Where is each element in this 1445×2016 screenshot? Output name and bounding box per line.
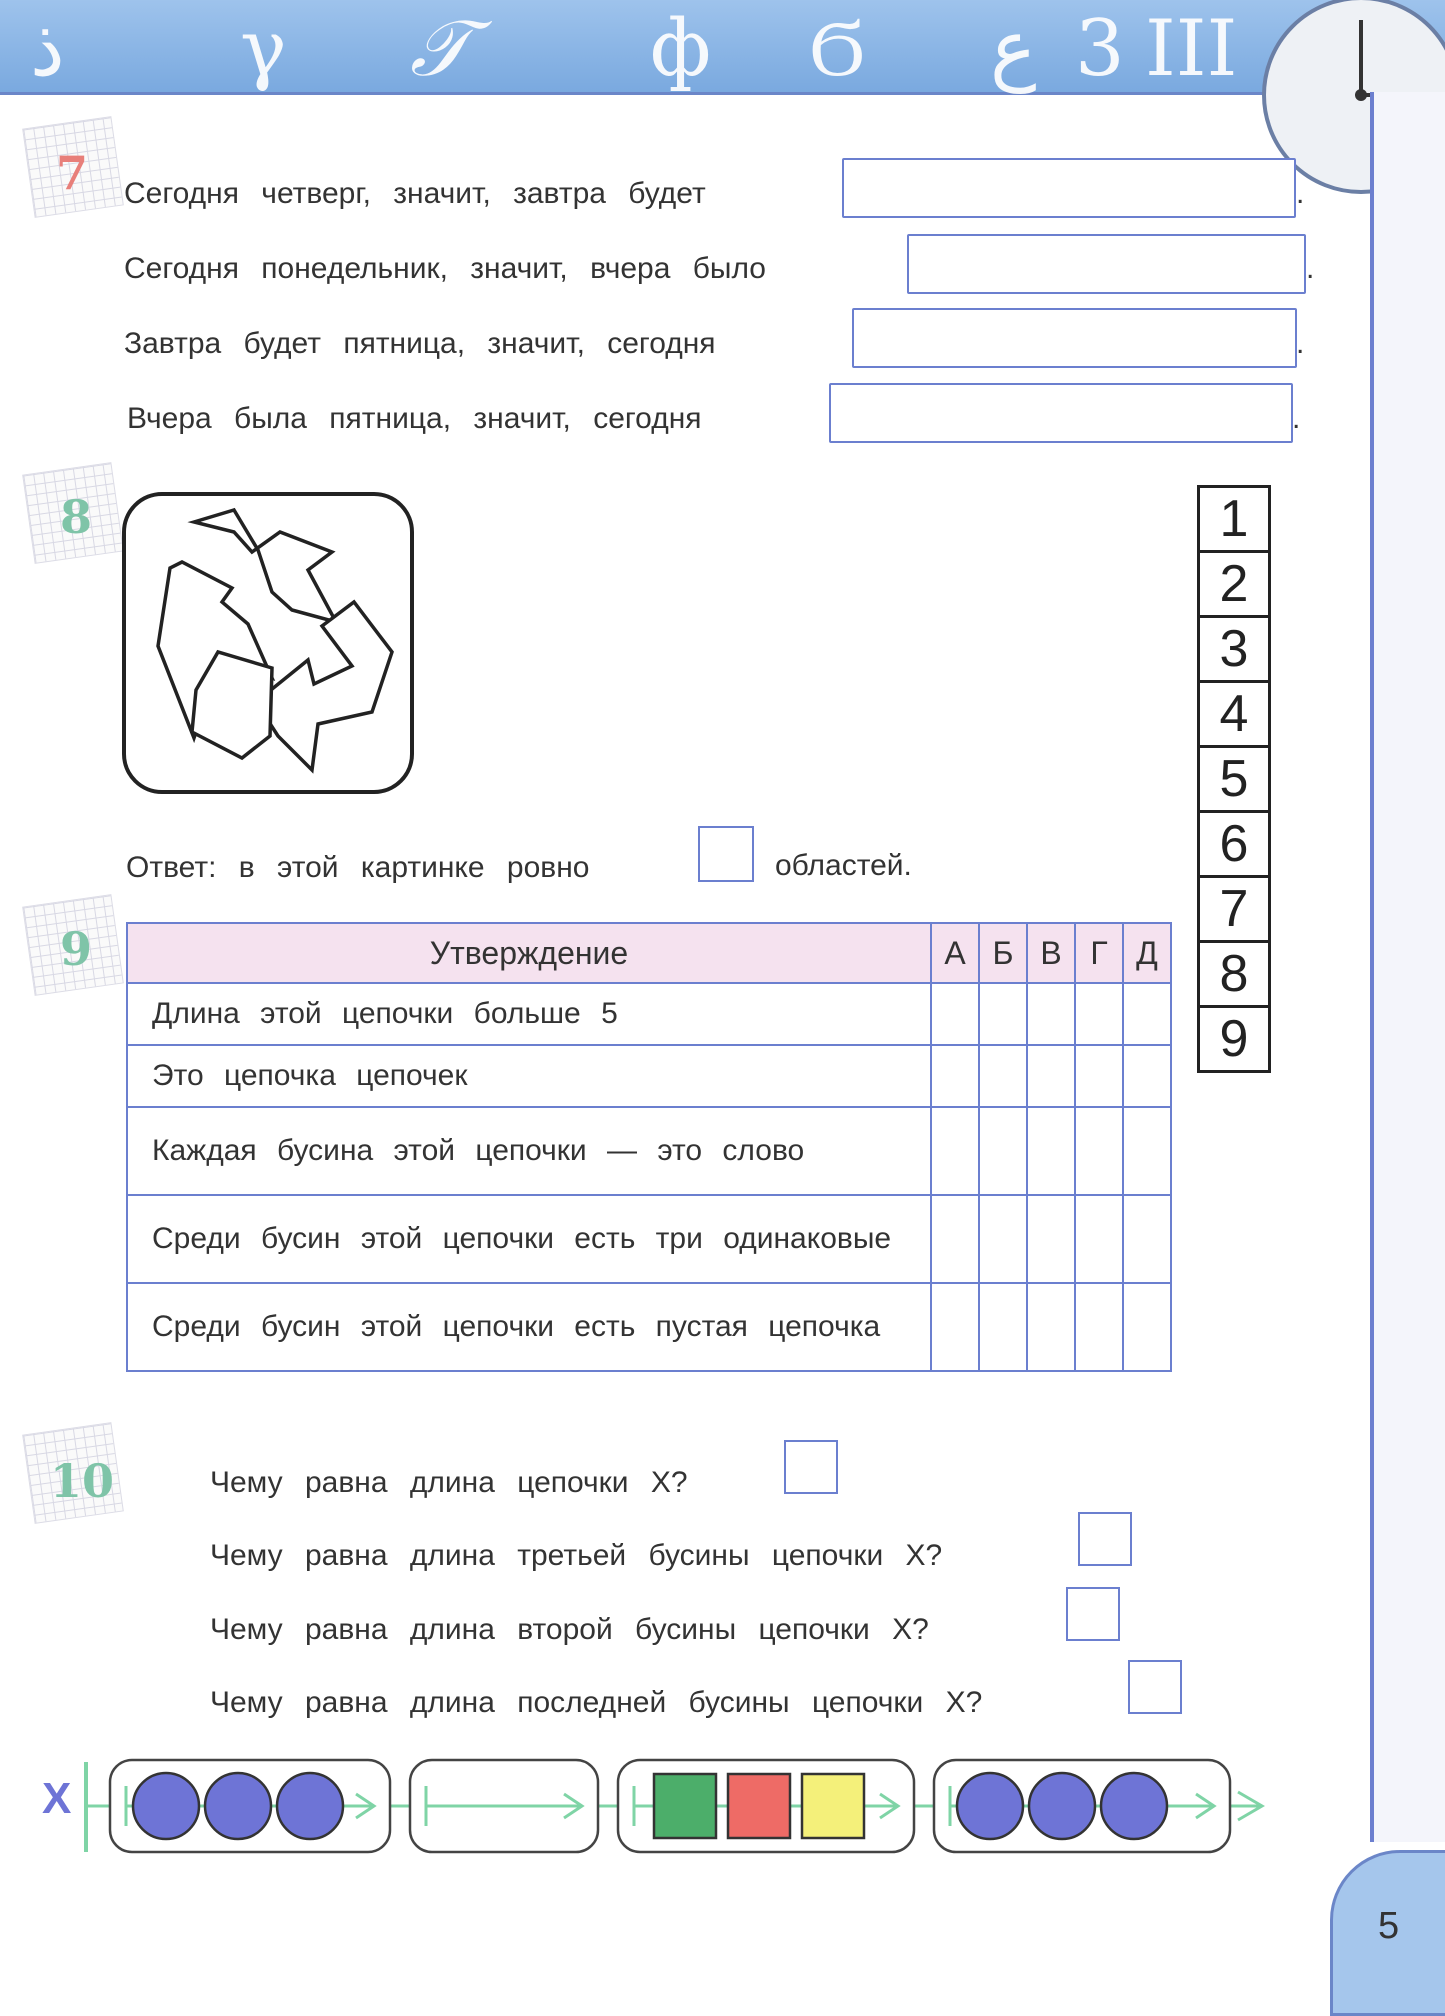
table-row xyxy=(127,1045,1171,1107)
statements-table xyxy=(126,922,1172,1372)
number-strip-cell: 5 xyxy=(1200,748,1268,813)
recycle-icon xyxy=(122,492,414,794)
task-number: 9 xyxy=(60,922,93,976)
task7-line: Сегодня понедельник, значит, вчера было xyxy=(124,252,766,285)
period: . xyxy=(1306,252,1315,285)
bead-circle xyxy=(1029,1773,1095,1839)
bead-circle xyxy=(1101,1773,1167,1839)
header-glyph: 3 xyxy=(1075,4,1125,94)
bead-square xyxy=(654,1774,716,1838)
number-strip-cell: 4 xyxy=(1200,683,1268,748)
number-strip-cell: 1 xyxy=(1200,488,1268,553)
period: . xyxy=(1296,327,1305,360)
task-number: 7 xyxy=(56,146,89,200)
margin-strip xyxy=(1374,92,1445,1842)
statement-text: Среди бусин этой цепочки есть пустая цепочка xyxy=(127,1283,931,1371)
answer-cell[interactable] xyxy=(1123,1107,1171,1195)
chain-label: X xyxy=(42,1774,72,1823)
table-header-statement: Утверждение xyxy=(127,923,931,983)
number-strip-cell: 6 xyxy=(1200,813,1268,878)
bead-square xyxy=(728,1774,790,1838)
bead-circle xyxy=(957,1773,1023,1839)
number-strip-cell: 8 xyxy=(1200,943,1268,1008)
table-row xyxy=(127,1283,1171,1371)
answer-cell[interactable] xyxy=(1075,1107,1123,1195)
task10-question: Чему равна длина третьей бусины цепочки X? xyxy=(210,1539,943,1572)
answer-cell[interactable] xyxy=(1027,1195,1075,1283)
answer-cell[interactable] xyxy=(979,1107,1027,1195)
answer-cell[interactable] xyxy=(979,1045,1027,1107)
answer-cell[interactable] xyxy=(1075,983,1123,1045)
bead-chain xyxy=(0,1740,1445,1860)
task8-answer-suffix: областей. xyxy=(775,849,912,882)
answer-box[interactable] xyxy=(1066,1587,1120,1641)
answer-cell[interactable] xyxy=(931,1107,979,1195)
statement-text: Среди бусин этой цепочки есть три одинаковые xyxy=(127,1195,931,1283)
number-strip-cell: 3 xyxy=(1200,618,1268,683)
table-row xyxy=(127,983,1171,1045)
answer-cell[interactable] xyxy=(1027,983,1075,1045)
header-glyph: III xyxy=(1145,4,1238,94)
task7-line: Вчера была пятница, значит, сегодня xyxy=(127,402,702,435)
header-glyph: ذ xyxy=(30,4,65,94)
answer-cell[interactable] xyxy=(931,983,979,1045)
header-glyph: 𝒯 xyxy=(410,4,470,94)
task7-line: Сегодня четверг, значит, завтра будет xyxy=(124,177,706,210)
answer-cell[interactable] xyxy=(979,983,1027,1045)
answer-box[interactable] xyxy=(784,1440,838,1494)
page-number: 5 xyxy=(1378,1905,1400,1947)
answer-cell[interactable] xyxy=(1027,1283,1075,1371)
table-header-column: Б xyxy=(979,923,1027,983)
answer-field[interactable] xyxy=(907,234,1306,294)
number-strip-cell: 2 xyxy=(1200,553,1268,618)
task10-question: Чему равна длина последней бусины цепочки X? xyxy=(210,1686,983,1719)
bead-circle xyxy=(133,1773,199,1839)
answer-cell[interactable] xyxy=(1027,1045,1075,1107)
answer-cell[interactable] xyxy=(1075,1195,1123,1283)
answer-cell[interactable] xyxy=(1123,983,1171,1045)
answer-cell[interactable] xyxy=(1123,1045,1171,1107)
answer-cell[interactable] xyxy=(1123,1195,1171,1283)
table-header-column: Г xyxy=(1075,923,1123,983)
chain-drawing xyxy=(0,1740,1445,1860)
page-header xyxy=(0,0,1445,95)
bead-square xyxy=(802,1774,864,1838)
header-glyph: γ xyxy=(240,4,287,94)
table-header-column: А xyxy=(931,923,979,983)
answer-box[interactable] xyxy=(1078,1512,1132,1566)
answer-cell[interactable] xyxy=(931,1045,979,1107)
answer-field[interactable] xyxy=(842,158,1296,218)
answer-cell[interactable] xyxy=(979,1195,1027,1283)
task8-answer-prefix: Ответ: в этой картинке ровно xyxy=(126,851,590,884)
answer-cell[interactable] xyxy=(979,1283,1027,1371)
task-number: 8 xyxy=(60,490,93,544)
number-strip-cell: 9 xyxy=(1219,1010,1249,1068)
bead-circle xyxy=(205,1773,271,1839)
table-row xyxy=(127,1107,1171,1195)
statement-text: Каждая бусина этой цепочки — это слово xyxy=(127,1107,931,1195)
answer-box[interactable] xyxy=(1128,1660,1182,1714)
number-strip xyxy=(1197,485,1271,1073)
task7-line: Завтра будет пятница, значит, сегодня xyxy=(124,327,716,360)
answer-cell[interactable] xyxy=(1075,1045,1123,1107)
answer-cell[interactable] xyxy=(1075,1283,1123,1371)
task10-question: Чему равна длина второй бусины цепочки X? xyxy=(210,1613,929,1646)
answer-cell[interactable] xyxy=(931,1195,979,1283)
task10-question: Чему равна длина цепочки X? xyxy=(210,1466,688,1499)
table-header-column: Д xyxy=(1123,923,1171,983)
answer-box[interactable] xyxy=(698,826,754,882)
margin-line xyxy=(1370,92,1374,1842)
answer-cell[interactable] xyxy=(1027,1107,1075,1195)
answer-field[interactable] xyxy=(829,383,1293,443)
header-glyph: ع xyxy=(990,4,1037,94)
table-header-column: В xyxy=(1027,923,1075,983)
period: . xyxy=(1292,402,1301,435)
answer-field[interactable] xyxy=(852,308,1297,368)
answer-cell[interactable] xyxy=(1123,1283,1171,1371)
table-row xyxy=(127,1195,1171,1283)
header-glyph: Ϭ xyxy=(810,4,865,94)
statement-text: Это цепочка цепочек xyxy=(127,1045,931,1107)
header-glyph: ф xyxy=(650,4,712,94)
bead-circle xyxy=(277,1773,343,1839)
task-number: 10 xyxy=(50,1454,115,1508)
answer-cell[interactable] xyxy=(931,1283,979,1371)
statement-text: Длина этой цепочки больше 5 xyxy=(127,983,931,1045)
period: . xyxy=(1296,177,1305,210)
number-strip-cell: 7 xyxy=(1200,878,1268,943)
